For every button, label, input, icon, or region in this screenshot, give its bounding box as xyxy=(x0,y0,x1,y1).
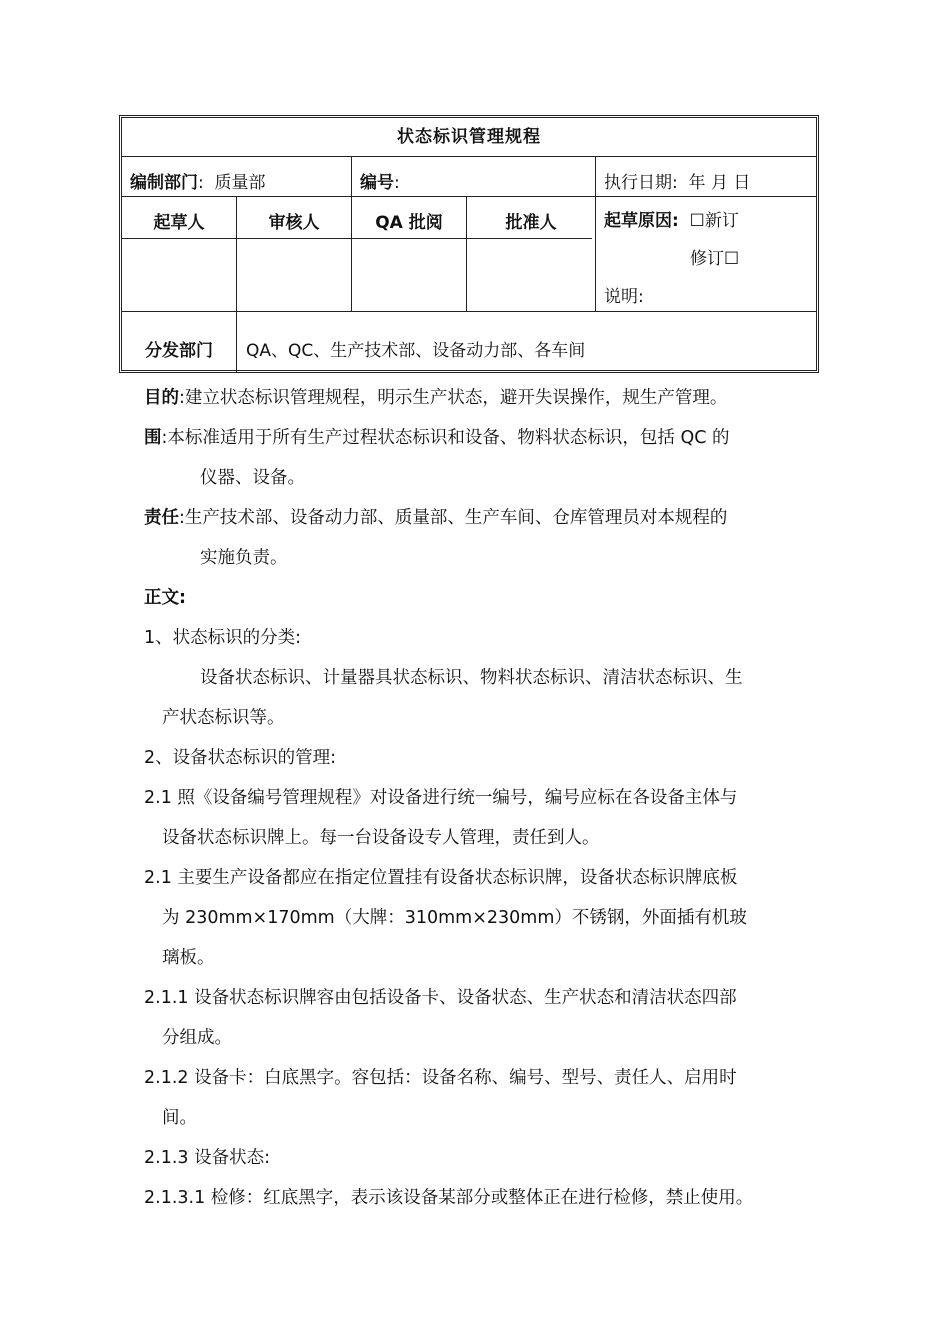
reason-new: 新订 xyxy=(704,211,739,231)
dept-label: 编制部门 xyxy=(130,173,198,193)
distribute-label: 分发部门 xyxy=(145,341,213,361)
checkbox-new-icon: ☐ xyxy=(689,211,705,231)
distribute-value: QA、QC、生产技术部、设备动力部、各车间 xyxy=(246,341,586,361)
paragraph-line: 设备状态标识、计量器具状态标识、物料状态标识、清洁状态标识、生 xyxy=(200,668,743,688)
reason-revise: 修订 xyxy=(690,249,724,269)
main-text-label: 正文: xyxy=(144,588,186,608)
code-field: 编号: xyxy=(360,173,400,193)
document-title: 状态标识管理规程 xyxy=(397,127,541,147)
reason-field xyxy=(604,206,739,231)
exec-date-field xyxy=(604,168,750,193)
header-table xyxy=(119,115,819,373)
resp-text-2: 实施负责。 xyxy=(200,548,288,568)
dept-value: 质量部 xyxy=(214,173,266,193)
exec-date-label: 执行日期: xyxy=(604,173,678,193)
exec-date-value: 年 月 日 xyxy=(688,173,751,193)
resp-label: 责任 xyxy=(144,508,179,528)
purpose-line xyxy=(144,378,727,418)
paragraph-line: 为 230mm×170mm（大牌：310mm×230mm）不锈钢，外面插有机玻 xyxy=(162,908,747,928)
scope-line xyxy=(144,418,730,458)
paragraph-line: 产状态标识等。 xyxy=(162,708,285,728)
dept-field: 编制部门: 质量部 xyxy=(130,173,266,193)
reviewer-header: 审核人 xyxy=(268,213,320,233)
paragraph-line: 间。 xyxy=(162,1108,197,1128)
resp-line xyxy=(144,498,727,538)
paragraph-line: 2.1.2 设备卡：白底黑字。容包括：设备名称、编号、型号、责任人、启用时 xyxy=(144,1068,737,1088)
code-label: 编号 xyxy=(360,173,394,193)
purpose-text: :建立状态标识管理规程，明示生产状态，避开失误操作，规生产管理。 xyxy=(179,388,728,408)
reason-revise-field xyxy=(690,244,739,269)
paragraph-line: 2.1 照《设备编号管理规程》对设备进行统一编号，编号应标在各设备主体与 xyxy=(144,788,738,808)
paragraph-line: 设备状态标识牌上。每一台设备设专人管理，责任到人。 xyxy=(162,828,600,848)
resp-text-1: :生产技术部、设备动力部、质量部、生产车间、仓库管理员对本规程的 xyxy=(179,508,728,528)
reason-label: 起草原因: xyxy=(604,211,679,231)
paragraph-line: 2.1 主要生产设备都应在指定位置挂有设备状态标识牌，设备状态标识牌底板 xyxy=(144,868,738,888)
paragraph-line: 璃板。 xyxy=(162,948,215,968)
drafter-header: 起草人 xyxy=(153,213,205,233)
checkbox-revise-icon: ☐ xyxy=(724,249,740,269)
scope-text-2: 仪器、设备。 xyxy=(200,468,305,488)
paragraph-line: 2、设备状态标识的管理: xyxy=(144,748,337,768)
paragraph-line: 2.1.1 设备状态标识牌容由包括设备卡、设备状态、生产状态和清洁状态四部 xyxy=(144,988,737,1008)
scope-text-1: :本标准适用于所有生产过程状态标识和设备、物料状态标识，包括 QC 的 xyxy=(161,428,730,448)
paragraph-line: 2.1.3.1 检修：红底黑字，表示该设备某部分或整体正在进行检修，禁止使用。 xyxy=(144,1188,754,1208)
note-label: 说明: xyxy=(604,287,644,307)
paragraph-line: 2.1.3 设备状态: xyxy=(144,1148,270,1168)
purpose-label: 目的 xyxy=(144,388,179,408)
approver-header: 批准人 xyxy=(505,213,557,233)
scope-label: 围 xyxy=(144,428,162,448)
paragraph-line: 1、状态标识的分类: xyxy=(144,628,302,648)
qa-review-header: QA 批阅 xyxy=(375,213,443,233)
paragraph-line: 分组成。 xyxy=(162,1028,232,1048)
